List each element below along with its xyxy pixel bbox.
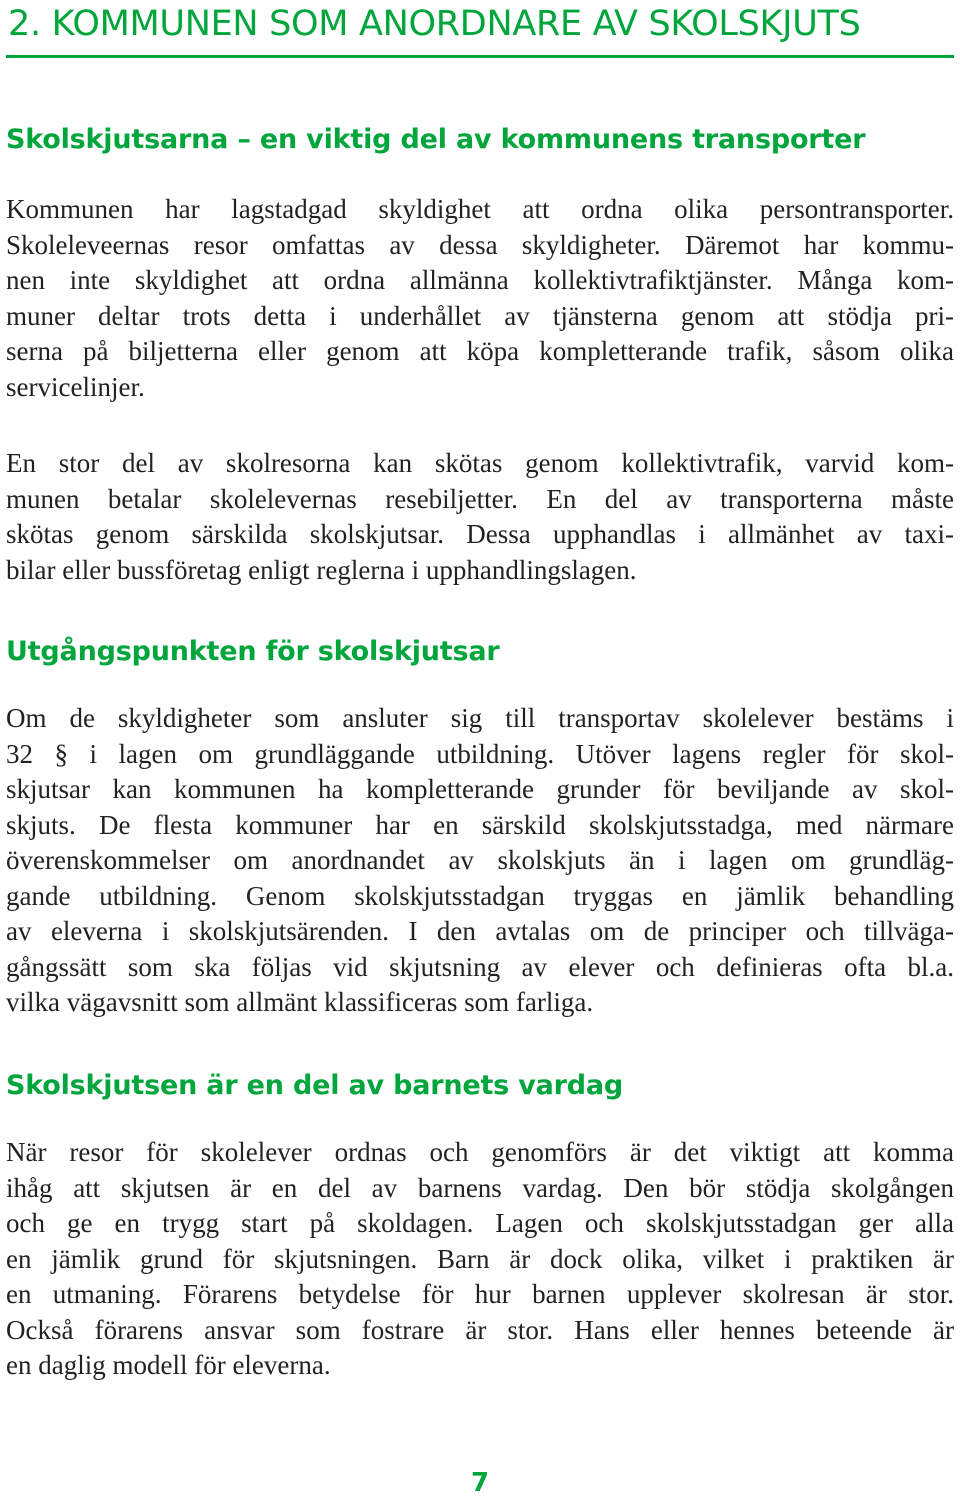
chapter-divider — [6, 55, 954, 58]
text-line: skjutsar kan kommunen ha kompletterande grunder för beviljande av skol- — [6, 774, 954, 804]
chapter-title: 2. KOMMUNEN SOM ANORDNARE AV SKOLSKJUTS — [8, 4, 861, 44]
text-line: Om de skyldigheter som ansluter sig till transportav skolelever bestäms i — [6, 703, 954, 733]
paragraph-kollektivtrafik — [6, 446, 954, 588]
paragraph-persontransporter — [6, 192, 954, 405]
paragraph-skolskjutsstadga — [6, 701, 954, 1021]
page-number: 7 — [470, 1468, 490, 1498]
text-line: en jämlik grund för skjutsningen. Barn är dock olika, vilket i praktiken är — [6, 1243, 954, 1274]
section-heading-transporter: Skolskjutsarna – en viktig del av kommunens transporter — [6, 124, 866, 155]
text-line: överenskommelser om anordnandet av skolskjuts än i lagen om grundläg- — [6, 845, 954, 875]
text-line: bilar eller bussföretag enligt reglerna i upphandlingslagen. — [6, 554, 637, 585]
text-line: En stor del av skolresorna kan skötas genom kollektivtrafik, varvid kom- — [6, 448, 954, 478]
text-line: nen inte skyldighet att ordna allmänna kollektivtrafiktjänster. Många kom- — [6, 265, 954, 295]
section-heading-utgangspunkten: Utgångspunkten för skolskjutsar — [6, 636, 500, 667]
text-line: skötas genom särskilda skolskjutsar. Dessa upphandlas i allmänhet av taxi- — [6, 519, 954, 549]
text-line: gångssätt som ska följas vid skjutsning av elever och definieras ofta bl.a. — [6, 951, 954, 982]
text-line: 32 § i lagen om grundläggande utbildning. Utöver lagens regler för skol- — [6, 738, 954, 769]
text-line: muner deltar trots detta i underhållet av tjänsterna genom att stödja pri- — [6, 300, 954, 331]
text-line: serna på biljetterna eller genom att köpa kompletterande trafik, såsom olika — [6, 336, 954, 366]
text-line: och ge en trygg start på skoldagen. Lagen och skolskjutsstadgan ger alla — [6, 1208, 954, 1238]
text-line: en daglig modell för eleverna. — [6, 1350, 331, 1380]
section-heading-vardag: Skolskjutsen är en del av barnets vardag — [6, 1070, 624, 1101]
text-line: Skoleleveernas resor omfattas av dessa skyldigheter. Däremot har kommu- — [6, 229, 954, 260]
text-line: ihåg att skjutsen är en del av barnens vardag. Den bör stödja skolgången — [6, 1172, 954, 1203]
paragraph-barnets-vardag — [6, 1135, 954, 1384]
text-line: gande utbildning. Genom skolskjutsstadgan tryggas en jämlik behandling — [6, 880, 954, 911]
text-line: munen betalar skolelevernas resebiljetter. En del av transporterna måste — [6, 483, 954, 514]
text-line: skjuts. De flesta kommuner har en särskild skolskjutsstadga, med närmare — [6, 809, 954, 840]
text-line: av eleverna i skolskjutsärenden. I den avtalas om de principer och tillväga- — [6, 916, 954, 946]
text-line: När resor för skolelever ordnas och genomförs är det viktigt att komma — [6, 1137, 954, 1167]
text-line: servicelinjer. — [6, 371, 145, 402]
text-line: Också förarens ansvar som fostrare är stor. Hans eller hennes beteende är — [6, 1314, 954, 1345]
text-line: en utmaning. Förarens betydelse för hur barnen upplever skolresan är stor. — [6, 1279, 954, 1309]
text-line: Kommunen har lagstadgad skyldighet att ordna olika persontransporter. — [6, 194, 954, 224]
text-line: vilka vägavsnitt som allmänt klassificeras som farliga. — [6, 987, 594, 1017]
